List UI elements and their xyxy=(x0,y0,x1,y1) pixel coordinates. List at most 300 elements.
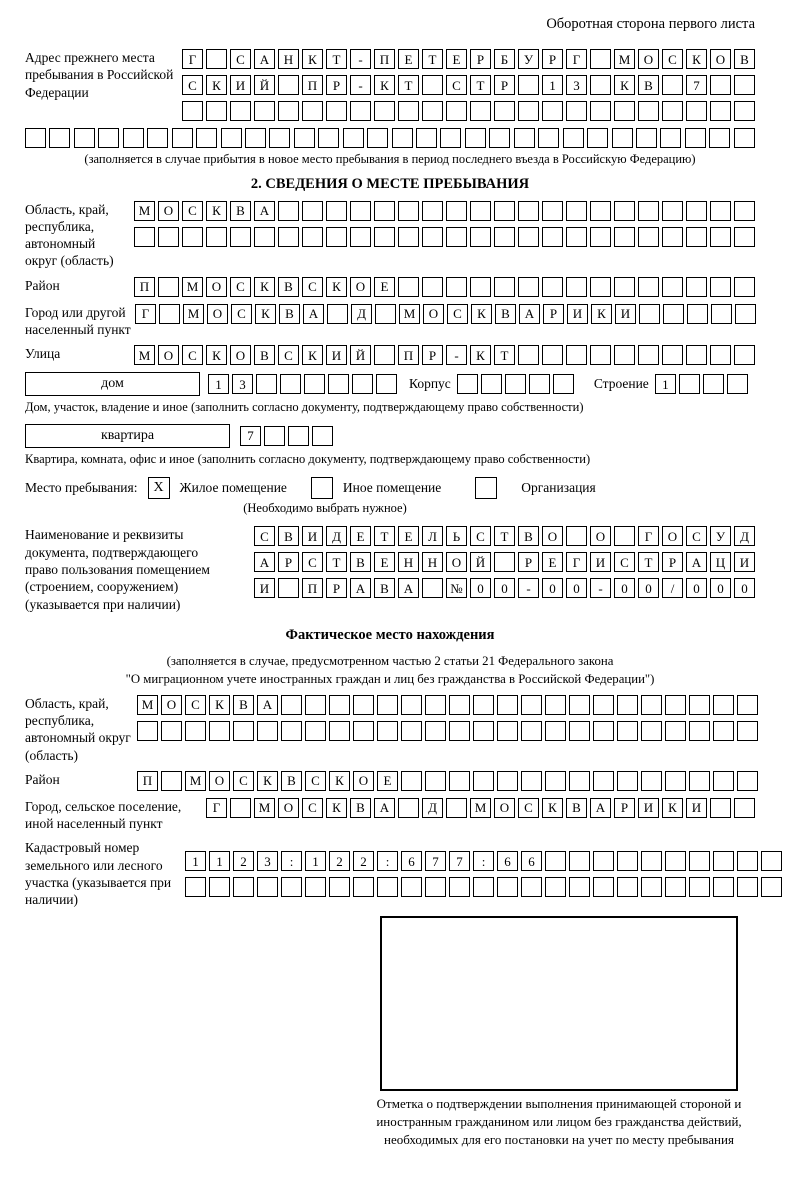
char-cell: О xyxy=(446,552,467,572)
char-cell: П xyxy=(137,771,158,791)
stroenie-label: Строение xyxy=(593,376,649,392)
char-cell xyxy=(710,345,731,365)
char-cell: С xyxy=(302,277,323,297)
char-cell: Г xyxy=(182,49,203,69)
char-cell xyxy=(734,798,755,818)
char-cell xyxy=(569,721,590,741)
char-cell xyxy=(569,695,590,715)
char-cell: Т xyxy=(398,75,419,95)
char-cell: Р xyxy=(518,552,539,572)
char-cell: В xyxy=(495,304,516,324)
char-cell xyxy=(305,877,326,897)
char-row xyxy=(185,877,782,897)
char-cell xyxy=(617,877,638,897)
char-cell xyxy=(593,695,614,715)
char-cell xyxy=(593,721,614,741)
char-cell xyxy=(328,374,349,394)
char-cell xyxy=(494,101,515,121)
char-cell: Й xyxy=(350,345,371,365)
char-cell xyxy=(569,851,590,871)
char-cell xyxy=(538,128,559,148)
char-cell: : xyxy=(281,851,302,871)
char-cell: С xyxy=(686,526,707,546)
char-row xyxy=(134,345,755,365)
char-cell xyxy=(545,771,566,791)
page-header-note: Оборотная сторона первого листа xyxy=(546,16,755,32)
char-cell xyxy=(665,771,686,791)
char-cell: - xyxy=(350,49,371,69)
char-cell xyxy=(590,345,611,365)
char-cell xyxy=(401,877,422,897)
char-cell: В xyxy=(278,277,299,297)
char-cell: В xyxy=(518,526,539,546)
char-cell xyxy=(326,101,347,121)
char-cell xyxy=(614,201,635,221)
char-cell xyxy=(374,101,395,121)
char-cell xyxy=(713,877,734,897)
char-cell: И xyxy=(254,578,275,598)
char-cell xyxy=(278,578,299,598)
char-cell xyxy=(734,128,755,148)
char-cell xyxy=(665,695,686,715)
cadastral-label: Кадастровый номер земельного или лесного участка (указывается при наличии) xyxy=(25,840,172,908)
char-cell xyxy=(545,721,566,741)
char-cell: 6 xyxy=(521,851,542,871)
char-cell xyxy=(457,374,478,394)
char-cell xyxy=(465,128,486,148)
char-row xyxy=(185,851,782,871)
char-cell: П xyxy=(134,277,155,297)
char-cell: 3 xyxy=(232,374,253,394)
char-cell: 1 xyxy=(209,851,230,871)
apartment-number-row xyxy=(240,426,333,446)
char-cell: Л xyxy=(422,526,443,546)
char-cell xyxy=(590,101,611,121)
char-cell xyxy=(734,227,755,247)
char-cell xyxy=(689,851,710,871)
actual-city-label: Город, сельское поселение, иной населенный пункт xyxy=(25,798,182,832)
char-cell: Р xyxy=(542,49,563,69)
char-cell xyxy=(686,345,707,365)
char-cell: В xyxy=(350,552,371,572)
char-cell: О xyxy=(278,798,299,818)
char-cell xyxy=(542,227,563,247)
char-cell xyxy=(377,695,398,715)
char-cell: О xyxy=(207,304,228,324)
char-cell: К xyxy=(326,798,347,818)
char-cell: В xyxy=(638,75,659,95)
char-cell xyxy=(590,75,611,95)
char-cell xyxy=(489,128,510,148)
char-cell xyxy=(614,227,635,247)
char-cell xyxy=(518,277,539,297)
char-cell: 1 xyxy=(655,374,676,394)
char-cell xyxy=(425,721,446,741)
char-cell xyxy=(185,721,206,741)
char-cell xyxy=(545,877,566,897)
char-cell: А xyxy=(254,49,275,69)
char-cell: К xyxy=(686,49,707,69)
char-cell xyxy=(353,721,374,741)
char-cell xyxy=(470,277,491,297)
char-cell: М xyxy=(254,798,275,818)
char-cell: У xyxy=(710,526,731,546)
char-cell: В xyxy=(566,798,587,818)
char-cell: А xyxy=(254,201,275,221)
char-cell xyxy=(367,128,388,148)
char-cell: Т xyxy=(326,49,347,69)
char-cell xyxy=(401,771,422,791)
char-cell: С xyxy=(662,49,683,69)
char-cell xyxy=(312,426,333,446)
char-cell: Т xyxy=(470,75,491,95)
char-cell xyxy=(422,227,443,247)
char-cell: И xyxy=(590,552,611,572)
char-cell xyxy=(518,227,539,247)
actual-district-label: Район xyxy=(25,771,60,787)
char-cell xyxy=(521,771,542,791)
char-cell xyxy=(278,75,299,95)
char-cell xyxy=(686,227,707,247)
char-cell: / xyxy=(662,578,683,598)
char-cell: Д xyxy=(422,798,443,818)
char-cell xyxy=(230,227,251,247)
char-cell xyxy=(590,49,611,69)
char-cell: 7 xyxy=(686,75,707,95)
char-cell: В xyxy=(233,695,254,715)
checkbox-organization xyxy=(475,477,497,499)
char-cell xyxy=(230,798,251,818)
char-cell: С xyxy=(182,345,203,365)
char-cell: М xyxy=(134,201,155,221)
char-cell xyxy=(614,526,635,546)
prev-address-label: Адрес прежнего места пребывания в Российской Федерации xyxy=(25,50,174,100)
char-cell xyxy=(686,201,707,221)
char-cell xyxy=(734,101,755,121)
char-cell xyxy=(350,101,371,121)
char-cell: К xyxy=(542,798,563,818)
char-cell xyxy=(254,227,275,247)
char-cell: Е xyxy=(374,552,395,572)
char-cell: И xyxy=(686,798,707,818)
char-cell: К xyxy=(662,798,683,818)
char-cell xyxy=(449,721,470,741)
char-cell xyxy=(206,101,227,121)
char-cell xyxy=(710,798,731,818)
char-cell xyxy=(617,695,638,715)
char-row xyxy=(254,578,755,598)
cadastral-field xyxy=(25,839,755,908)
char-cell xyxy=(662,227,683,247)
char-cell xyxy=(641,851,662,871)
char-cell xyxy=(521,721,542,741)
char-cell: А xyxy=(374,798,395,818)
apartment-caption: Квартира, комната, офис и иное (заполнить согласно документу, подтверждающему право собственности) xyxy=(25,451,591,466)
char-cell xyxy=(278,101,299,121)
char-cell xyxy=(350,201,371,221)
char-cell xyxy=(662,75,683,95)
char-row xyxy=(137,771,758,791)
char-cell: С xyxy=(305,771,326,791)
char-cell xyxy=(161,771,182,791)
char-cell: Р xyxy=(422,345,443,365)
char-cell: Г xyxy=(566,552,587,572)
char-cell: И xyxy=(638,798,659,818)
char-row-full-width xyxy=(25,128,755,148)
char-cell xyxy=(614,345,635,365)
char-cell: О xyxy=(158,345,179,365)
char-cell xyxy=(446,277,467,297)
char-cell xyxy=(481,374,502,394)
char-cell: Ц xyxy=(710,552,731,572)
char-cell: П xyxy=(398,345,419,365)
char-cell: И xyxy=(326,345,347,365)
char-cell: О xyxy=(161,695,182,715)
char-cell xyxy=(159,304,180,324)
char-cell: Е xyxy=(374,277,395,297)
char-cell xyxy=(639,304,660,324)
char-cell: 0 xyxy=(566,578,587,598)
char-cell xyxy=(473,721,494,741)
char-cell: Е xyxy=(542,552,563,572)
char-cell xyxy=(374,345,395,365)
char-cell xyxy=(209,877,230,897)
char-cell xyxy=(614,101,635,121)
char-cell xyxy=(376,374,397,394)
stay-type-caption: (Необходимо выбрать нужное) xyxy=(243,501,407,516)
char-cell: К xyxy=(254,277,275,297)
char-cell xyxy=(137,721,158,741)
char-cell xyxy=(566,201,587,221)
char-cell xyxy=(245,128,266,148)
char-cell xyxy=(392,128,413,148)
char-cell xyxy=(518,101,539,121)
char-cell xyxy=(641,771,662,791)
char-cell xyxy=(280,374,301,394)
char-cell xyxy=(545,851,566,871)
char-row xyxy=(134,201,755,221)
char-cell: Е xyxy=(377,771,398,791)
char-cell xyxy=(401,695,422,715)
char-cell xyxy=(737,721,758,741)
actual-region-label: Область, край, республика, автономный округ (область) xyxy=(25,695,131,763)
char-cell xyxy=(612,128,633,148)
char-cell: В xyxy=(734,49,755,69)
char-cell xyxy=(470,101,491,121)
char-cell xyxy=(662,277,683,297)
char-cell xyxy=(660,128,681,148)
char-cell xyxy=(614,277,635,297)
district-label: Район xyxy=(25,277,60,293)
char-cell: С xyxy=(302,798,323,818)
char-cell: Н xyxy=(398,552,419,572)
char-cell xyxy=(425,695,446,715)
char-cell: 0 xyxy=(734,578,755,598)
char-cell xyxy=(161,721,182,741)
korpus-row xyxy=(457,374,574,394)
char-cell: О xyxy=(638,49,659,69)
char-cell xyxy=(147,128,168,148)
char-cell xyxy=(327,304,348,324)
char-cell: К xyxy=(471,304,492,324)
char-cell xyxy=(665,877,686,897)
char-cell xyxy=(703,374,724,394)
char-cell: А xyxy=(519,304,540,324)
char-cell xyxy=(257,721,278,741)
char-cell xyxy=(518,345,539,365)
char-cell xyxy=(737,877,758,897)
actual-location-caption xyxy=(25,652,755,689)
char-cell xyxy=(686,277,707,297)
char-cell xyxy=(593,851,614,871)
char-cell: К xyxy=(255,304,276,324)
char-cell: 1 xyxy=(185,851,206,871)
char-cell: 7 xyxy=(240,426,261,446)
char-cell: И xyxy=(302,526,323,546)
char-cell xyxy=(735,304,756,324)
char-cell: О xyxy=(542,526,563,546)
char-cell: 0 xyxy=(470,578,491,598)
region-label: Область, край, республика, автономный округ (область) xyxy=(25,201,114,269)
char-cell xyxy=(497,695,518,715)
char-cell xyxy=(566,345,587,365)
char-cell: - xyxy=(350,75,371,95)
char-cell xyxy=(617,851,638,871)
char-cell xyxy=(398,227,419,247)
char-cell: Й xyxy=(254,75,275,95)
char-cell xyxy=(440,128,461,148)
char-cell: Т xyxy=(374,526,395,546)
district-field xyxy=(25,277,755,297)
char-cell: № xyxy=(446,578,467,598)
char-cell xyxy=(641,877,662,897)
char-cell xyxy=(254,101,275,121)
char-cell: Р xyxy=(494,75,515,95)
char-cell: Г xyxy=(135,304,156,324)
char-cell xyxy=(185,877,206,897)
char-cell xyxy=(294,128,315,148)
char-cell xyxy=(446,101,467,121)
char-cell: 1 xyxy=(208,374,229,394)
char-cell: О xyxy=(206,277,227,297)
char-cell xyxy=(566,101,587,121)
section2-title: 2. СВЕДЕНИЯ О МЕСТЕ ПРЕБЫВАНИЯ xyxy=(250,175,530,192)
char-cell: 0 xyxy=(494,578,515,598)
char-cell: С xyxy=(447,304,468,324)
char-cell xyxy=(542,101,563,121)
char-cell xyxy=(734,201,755,221)
char-cell xyxy=(233,877,254,897)
char-cell: В xyxy=(230,201,251,221)
char-cell: Ь xyxy=(446,526,467,546)
document-label: Наименование и реквизиты документа, подтверждающего право пользования помещением (строением, сооружением) (указывается при наличии) xyxy=(25,527,210,612)
char-cell xyxy=(473,771,494,791)
char-cell: Р xyxy=(662,552,683,572)
char-cell xyxy=(98,128,119,148)
char-cell xyxy=(566,227,587,247)
stamp-area xyxy=(363,916,755,1150)
char-cell: С xyxy=(233,771,254,791)
char-cell: - xyxy=(518,578,539,598)
char-cell: М xyxy=(470,798,491,818)
char-cell xyxy=(49,128,70,148)
char-cell xyxy=(679,374,700,394)
char-cell: С xyxy=(614,552,635,572)
char-cell: С xyxy=(230,277,251,297)
char-cell xyxy=(416,128,437,148)
char-cell xyxy=(638,227,659,247)
char-cell xyxy=(425,771,446,791)
char-cell: С xyxy=(230,49,251,69)
char-cell: М xyxy=(185,771,206,791)
char-cell: К xyxy=(591,304,612,324)
char-cell xyxy=(206,49,227,69)
char-cell: Т xyxy=(494,345,515,365)
char-cell xyxy=(761,851,782,871)
char-cell xyxy=(713,695,734,715)
char-cell xyxy=(587,128,608,148)
char-cell xyxy=(636,128,657,148)
char-row xyxy=(254,552,755,572)
char-cell xyxy=(377,877,398,897)
city-label: Город или другой населенный пункт xyxy=(25,304,131,337)
char-cell xyxy=(727,374,748,394)
char-cell: 0 xyxy=(614,578,635,598)
char-cell: П xyxy=(302,578,323,598)
char-cell xyxy=(590,277,611,297)
char-cell: К xyxy=(302,345,323,365)
option-label-residential: Жилое помещение xyxy=(179,480,287,496)
char-cell: Р xyxy=(326,75,347,95)
char-cell: 3 xyxy=(566,75,587,95)
char-cell: О xyxy=(209,771,230,791)
char-cell: Г xyxy=(206,798,227,818)
street-label: Улица xyxy=(25,346,61,362)
char-cell xyxy=(494,227,515,247)
stay-type-row xyxy=(25,477,755,499)
char-cell xyxy=(713,851,734,871)
house-caption: Дом, участок, владение и иное (заполнить согласно документу, подтверждающему право собственности) xyxy=(25,400,584,415)
char-cell xyxy=(494,277,515,297)
char-cell: Р xyxy=(326,578,347,598)
char-cell: О xyxy=(590,526,611,546)
char-cell xyxy=(689,695,710,715)
korpus-label: Корпус xyxy=(409,376,451,392)
char-cell: О xyxy=(423,304,444,324)
char-cell xyxy=(713,771,734,791)
actual-district-field xyxy=(25,771,755,791)
char-cell: Т xyxy=(326,552,347,572)
char-cell: Д xyxy=(351,304,372,324)
char-cell: С xyxy=(278,345,299,365)
char-cell xyxy=(172,128,193,148)
char-cell xyxy=(305,721,326,741)
char-cell xyxy=(689,877,710,897)
char-cell: Т xyxy=(422,49,443,69)
char-row xyxy=(137,721,758,741)
char-cell: Т xyxy=(638,552,659,572)
char-cell xyxy=(497,771,518,791)
char-cell: 1 xyxy=(305,851,326,871)
char-row xyxy=(182,75,755,95)
char-cell xyxy=(713,721,734,741)
char-cell xyxy=(665,721,686,741)
house-type-box: дом xyxy=(25,372,200,396)
char-cell xyxy=(545,695,566,715)
char-cell: О xyxy=(158,201,179,221)
char-cell: А xyxy=(686,552,707,572)
char-cell xyxy=(446,798,467,818)
